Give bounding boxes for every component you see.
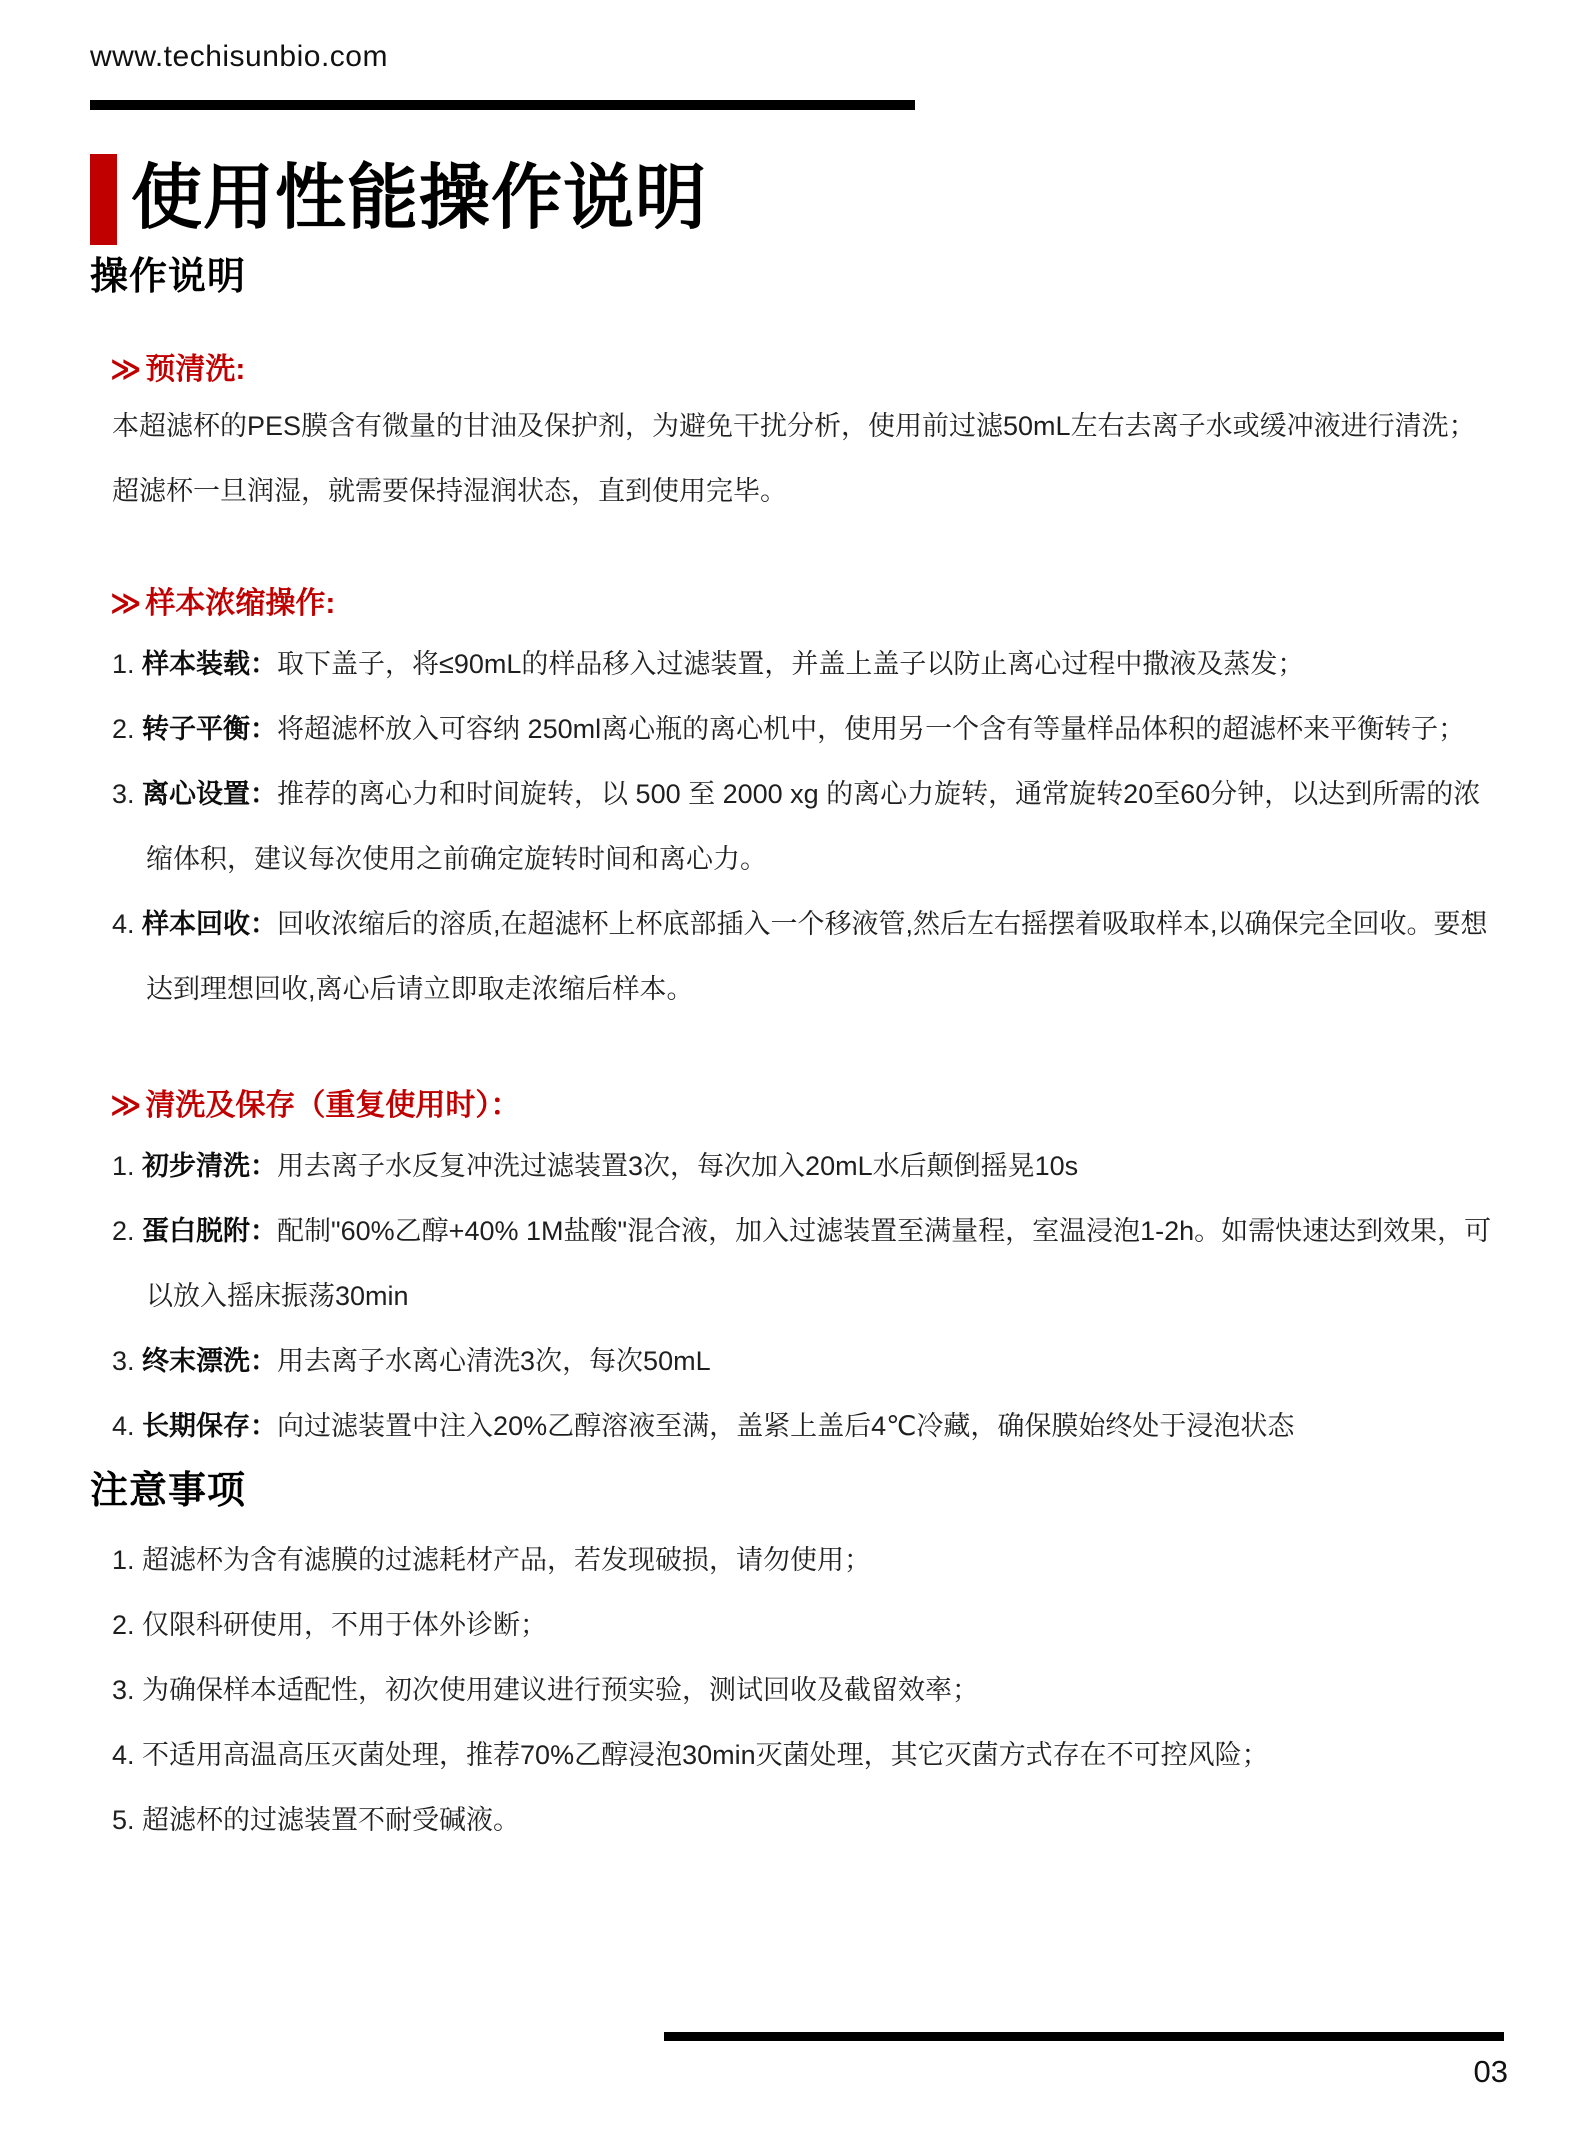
- item-label: 离心设置：: [142, 778, 278, 809]
- item-label: 转子平衡：: [142, 713, 278, 744]
- list-item: [112, 892, 1497, 1022]
- item-number: 1.: [112, 1544, 135, 1575]
- item-number: 4.: [112, 1739, 135, 1770]
- item-number: 3.: [112, 1345, 135, 1376]
- item-text: 取下盖子，将≤90mL的样品移入过滤装置，并盖上盖子以防止离心过程中撒液及蒸发；: [277, 648, 1305, 679]
- list-item: [112, 1658, 1497, 1723]
- item-text: 将超滤杯放入可容纳 250ml离心瓶的离心机中，使用另一个含有等量样品体积的超滤杯来平衡转子；: [277, 713, 1466, 744]
- header-divider: [90, 100, 915, 110]
- chevrons-icon: ≫: [110, 586, 140, 620]
- section-heading-operation: 操作说明: [90, 255, 247, 298]
- item-text: 为确保样本适配性，初次使用建议进行预实验，测试回收及截留效率；: [142, 1674, 980, 1705]
- item-number: 5.: [112, 1804, 135, 1835]
- item-text: 仅限科研使用，不用于体外诊断；: [142, 1609, 548, 1640]
- item-label: 蛋白脱附：: [142, 1215, 278, 1246]
- list-item: [112, 1134, 1497, 1199]
- chevrons-icon: ≫: [110, 352, 140, 386]
- item-number: 3.: [112, 778, 135, 809]
- item-label: 终末漂洗：: [142, 1345, 278, 1376]
- section-heading-notes: 注意事项: [90, 1469, 247, 1512]
- item-text: 向过滤装置中注入20%乙醇溶液至满，盖紧上盖后4℃冷藏，确保膜始终处于浸泡状态: [277, 1410, 1295, 1441]
- item-number: 1.: [112, 1150, 135, 1181]
- list-item: [112, 1394, 1497, 1459]
- item-text: 配制"60%乙醇+40% 1M盐酸"混合液，加入过滤装置至满量程，室温浸泡1-2h。如需快速达到效果，可以放入摇床振荡30min: [146, 1215, 1492, 1311]
- list-item: [112, 1788, 1497, 1853]
- chevrons-icon: ≫: [110, 1088, 140, 1122]
- item-number: 1.: [112, 648, 135, 679]
- item-label: 样本回收：: [142, 908, 278, 939]
- item-text: 用去离子水离心清洗3次，每次50mL: [277, 1345, 711, 1376]
- subheading-cleaning: [110, 1088, 1497, 1124]
- item-text: 超滤杯为含有滤膜的过滤耗材产品，若发现破损，请勿使用；: [142, 1544, 872, 1575]
- list-item: [112, 1528, 1497, 1593]
- item-number: 2.: [112, 713, 135, 744]
- item-label: 样本装载：: [142, 648, 278, 679]
- list-item: [112, 1593, 1497, 1658]
- item-text: 回收浓缩后的溶质,在超滤杯上杯底部插入一个移液管,然后左右摇摆着吸取样本,以确保完全回收。要想达到理想回收,离心后请立即取走浓缩后样本。: [146, 908, 1488, 1004]
- subheading-cleaning-label: 清洗及保存（重复使用时）：: [145, 1088, 521, 1122]
- concentration-list: [112, 632, 1497, 1022]
- list-item: [112, 1723, 1497, 1788]
- item-text: 不适用高温高压灭菌处理，推荐70%乙醇浸泡30min灭菌处理，其它灭菌方式存在不可控风险；: [142, 1739, 1269, 1770]
- item-number: 4.: [112, 908, 135, 939]
- item-number: 4.: [112, 1410, 135, 1441]
- page-number: 03: [1473, 2054, 1508, 2089]
- item-label: 初步清洗：: [142, 1150, 278, 1181]
- item-number: 3.: [112, 1674, 135, 1705]
- list-item: [112, 1199, 1497, 1329]
- list-item: [112, 1329, 1497, 1394]
- subheading-concentration-label: 样本浓缩操作:: [145, 586, 336, 620]
- title-accent-bar: [90, 154, 117, 245]
- item-number: 2.: [112, 1215, 135, 1246]
- list-item: [112, 697, 1497, 762]
- item-number: 2.: [112, 1609, 135, 1640]
- subheading-concentration: [110, 586, 1497, 622]
- list-item: [112, 632, 1497, 697]
- item-text: 超滤杯的过滤装置不耐受碱液。: [142, 1804, 521, 1835]
- list-item: [112, 762, 1497, 892]
- subheading-prewash-label: 预清洗:: [145, 352, 246, 386]
- item-label: 长期保存：: [142, 1410, 278, 1441]
- item-text: 用去离子水反复冲洗过滤装置3次，每次加入20mL水后颠倒摇晃10s: [277, 1150, 1079, 1181]
- footer-divider: [664, 2032, 1504, 2041]
- notes-list: [112, 1528, 1497, 1853]
- page-title-block: [90, 154, 1497, 245]
- subheading-prewash: [110, 352, 1497, 388]
- cleaning-list: [112, 1134, 1497, 1459]
- prewash-paragraph: 本超滤杯的PES膜含有微量的甘油及保护剂，为避免干扰分析，使用前过滤50mL左右去离子水或缓冲液进行清洗； 超滤杯一旦润湿，就需要保持湿润状态，直到使用完毕。: [112, 410, 1497, 506]
- site-url: www.techisunbio.com: [90, 40, 388, 73]
- item-text: 推荐的离心力和时间旋转，以 500 至 2000 xg 的离心力旋转，通常旋转20至60分钟，以达到所需的浓缩体积，建议每次使用之前确定旋转时间和离心力。: [146, 778, 1481, 874]
- page-title: 使用性能操作说明: [131, 159, 708, 238]
